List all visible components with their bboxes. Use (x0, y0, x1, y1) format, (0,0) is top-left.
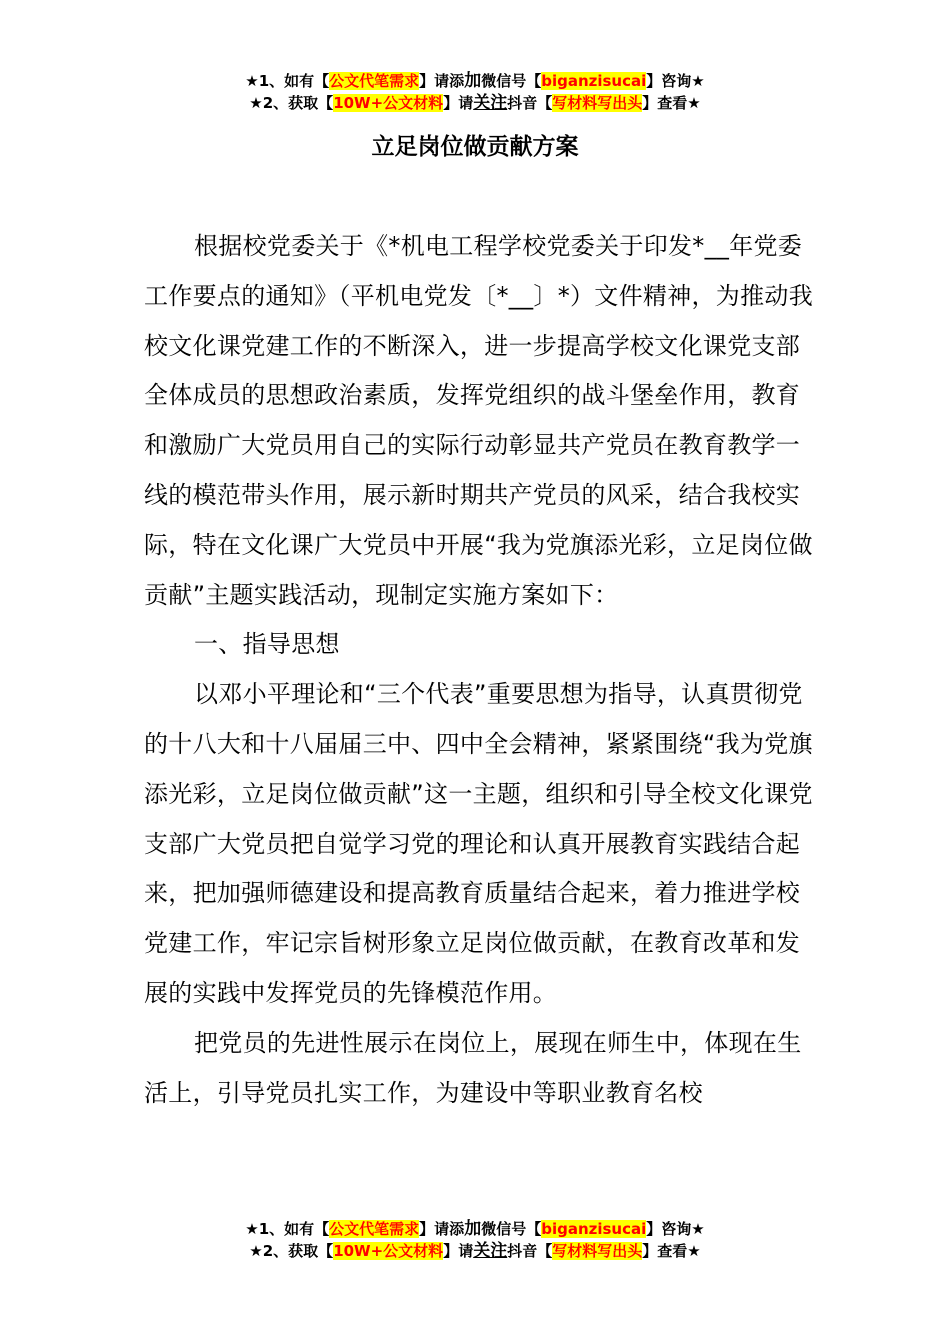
promo-banner-top (0, 70, 950, 114)
document-title: 立足岗位做贡献方案 (371, 134, 579, 160)
promo-line-1: ★1、如有【公文代笔需求】请添加微信号【biganzisucai】咨询★ (245, 1219, 705, 1239)
document-body (144, 222, 814, 1118)
body-paragraph: 根据校党委关于《*机电工程学校党委关于印发*__年党委工作要点的通知》（平机电党发〔*__〕*）文件精神，为推动我校文化课党建工作的不断深入，进一步提高学校文化课党支部全体成员的思想政治素质，发挥党组织的战斗堡垒作用，教育和激励广大党员用自己的实际行动彰显共产党员在教育教学一线的模范带头作用，展示新时期共产党员的风采，结合我校实际，特在文化课广大党员中开展“我为党旗添光彩，立足岗位做贡献”主题实践活动，现制定实施方案如下： (144, 232, 813, 609)
section-heading: 一、指导思想 (194, 630, 340, 659)
highlight-materials: 10W+公文材料 (333, 1242, 444, 1260)
promo-line-2: ★2、获取【10W+公文材料】请关注抖音【写材料写出头】查看★ (249, 93, 701, 113)
promo-line-2: ★2、获取【10W+公文材料】请关注抖音【写材料写出头】查看★ (249, 1241, 701, 1261)
promo-line-1: ★1、如有【公文代笔需求】请添加微信号【biganzisucai】咨询★ (245, 71, 705, 91)
highlight-service: 公文代笔需求 (329, 72, 420, 90)
promo-banner-bottom (0, 1218, 950, 1262)
highlight-douyin-account: 写材料写出头 (552, 94, 643, 112)
highlight-service: 公文代笔需求 (329, 1220, 420, 1238)
highlight-materials: 10W+公文材料 (333, 94, 444, 112)
highlight-douyin-account: 写材料写出头 (552, 1242, 643, 1260)
body-paragraph: 把党员的先进性展示在岗位上，展现在师生中，体现在生活上，引导党员扎实工作，为建设中等职业教育名校 (144, 1028, 802, 1107)
highlight-wechat-id: biganzisucai (541, 72, 647, 90)
highlight-wechat-id: biganzisucai (541, 1220, 647, 1238)
body-paragraph: 以邓小平理论和“三个代表”重要思想为指导，认真贯彻党的十八大和十八届届三中、四中全会精神，紧紧围绕“我为党旗添光彩，立足岗位做贡献”这一主题，组织和引导全校文化课党支部广大党员把自觉学习党的理论和认真开展教育实践结合起来，把加强师德建设和提高教育质量结合起来，着力推进学校党建工作，牢记宗旨树形象立足岗位做贡献，在教育改革和发展的实践中发挥党员的先锋模范作用。 (144, 680, 813, 1007)
